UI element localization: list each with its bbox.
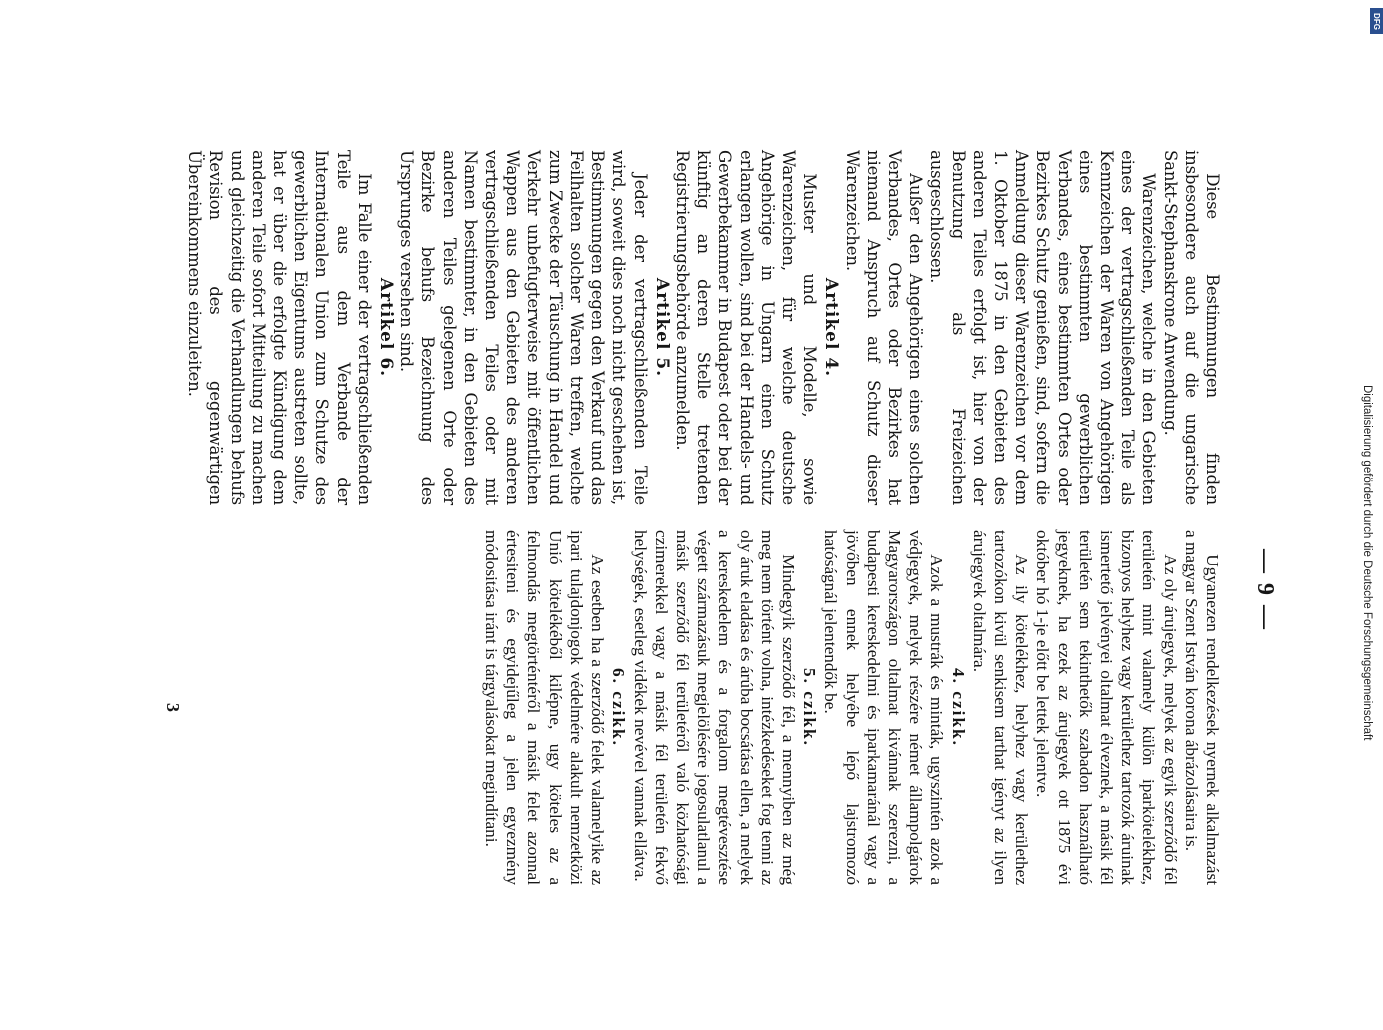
german-paragraph: Warenzeichen, welche in den Gebieten eines der vertragschließenden Teile als Kennzeichen der Waren von Angehörigen eines bestimmten gewerblichen Verbandes, eines bestimmten Ortes oder Bezirkes Schutz genießen, sind, sofern die Anmeldung dieser Warenzeichen vor dem 1. Oktober 1875 in den Gebieten des anderen Teiles erfolgt ist, hier von der Benutzung als Freizeichen ausgeschlossen. [927,150,1159,505]
digitization-note-text: Digitalisierung gefördert durch die Deutsche Forschungsgemeinschaft [1361,385,1373,741]
german-article-6-text: Im Falle einer der vertragschließenden Teile aus dem Verbande der Internationalen Union zum Schutze des gewerblichen Eigentums austreten sollte, hat er über die erfolgte Kündigung dem anderen Teile sofort Mitteilung zu machen und gleichzeitig die Verhandlungen behufs Revision des gegenwärtigen Übereinkommens einzuleiten. [185,150,374,505]
hungarian-article-4-title: 4. czikk. [948,668,968,747]
german-paragraph: Außer den Angehörigen eines solchen Verbandes, Ortes oder Bezirkes hat niemand Anspruch auf Schutz dieser Warenzeichen. [842,150,926,505]
page-content [0,150,1383,1030]
german-column [184,150,1223,505]
german-article-4-title: Artikel 4. [821,277,842,378]
german-article-5-title: Artikel 5. [651,277,672,378]
hungarian-article-4-text: Azok a mustrák és minták, ugyszintén azok a védjegyek, melyek részére német állampolgárok Magyarországon oltalmat kivánnak szerezni, a budapesti kereskedelmi és iparkamaránál vagy a jövőben ennek helyébe lépő lajstromozó hatóságnál jelentendők be. [821,530,947,885]
german-article-4-text: Muster und Modelle, sowie Warenzeichen, für welche deutsche Angehörige in Ungarn einen Schutz erlangen wollen, sind bei der Handels- und Gewerbekammer in Budapest oder bei der künftig an deren Stelle tretenden Registrierungsbehörde anzumelden. [672,150,820,505]
hungarian-paragraph: Az ily kötelékhez, helyhez vagy kerülethez tartozókon kivül senkisem tarthat igényt az ilyen árujegyek oltalmára. [969,530,1032,885]
hungarian-paragraph: Az oly árujegyek, melyek az egyik szerződő fél területén mint valamely külön iparkötelékhez, bizonyos helyhez vagy kerülethez tartozók áruinak ismertető jelvényei oltalmat élveznek, a másik fél területén sem tekinthetők szabadon használható jegyeknek, ha ezek az árujegyek ott 1875 évi október hó 1-je előtt be lettek jelentve. [1033,530,1180,885]
hungarian-article-6-text: Az esetben ha a szerződő felek valamelyike az ipari tulajdonjogok védelmére alakult nemzetközi Unió kötelékéből kilépne, ugy köteles az a felmondás megtörténtéről a másik felet azonnal értesiteni és egyidejűleg a jelen egyezmény módositása iránt is tárgyalásokat megindítani. [482,530,608,885]
german-article-6-title: Artikel 6. [376,277,397,378]
dfg-logo [1370,8,1383,34]
german-paragraph: Diese Bestimmungen finden insbesondere auch auf die ungarische Sankt-Stephanskrone Anwendung. [1160,150,1222,505]
hungarian-column [481,530,1223,885]
signature-mark: 3 [163,703,183,712]
hungarian-article-5-text: Mindegyik szerződő fél, a mennyiben az még meg nem történt volna, intézkedéseket fog tenni az oly áruk eladása és árúba bocsátása ellen, a melyek a kereskedelem és a forgalom megtévesztése végett származásuk megjelölésére jogosulatlanul a másik szerződő fél területéről való közhatósági czimerekkel vagy a másik fél területén fekvő helységek, esetleg vidékek nevével vannak ellátva. [630,530,798,885]
digitization-note [1328,0,1373,1000]
dfg-logo-text: DFG [1372,12,1382,30]
hungarian-article-5-title: 5. czikk. [800,668,820,747]
hungarian-paragraph: Ugyanezen rendelkezések nyernek alkalmazást a magyar Szent István korona ábrázolásaira is. [1181,530,1222,885]
hungarian-article-6-title: 6. czikk. [609,668,629,747]
german-article-5-text: Jeder der vertragschließenden Teile wird, soweit dies noch nicht geschehen ist, Bestimmungen gegen den Verkauf und das Feilhalten solcher Waren treffen, welche zum Zwecke der Täuschung in Handel und Verkehr unbefugterweise mit öffentlichen Wappen aus den Gebieten des anderen vertragschließenden Teiles oder mit Namen bestimmter, in den Gebieten des anderen Teiles gelegenen Orte oder Bezirke behufs Bezeichnung des Ursprunges versehen sind. [397,150,650,505]
page-number-header: — 9 — [1252,549,1278,631]
